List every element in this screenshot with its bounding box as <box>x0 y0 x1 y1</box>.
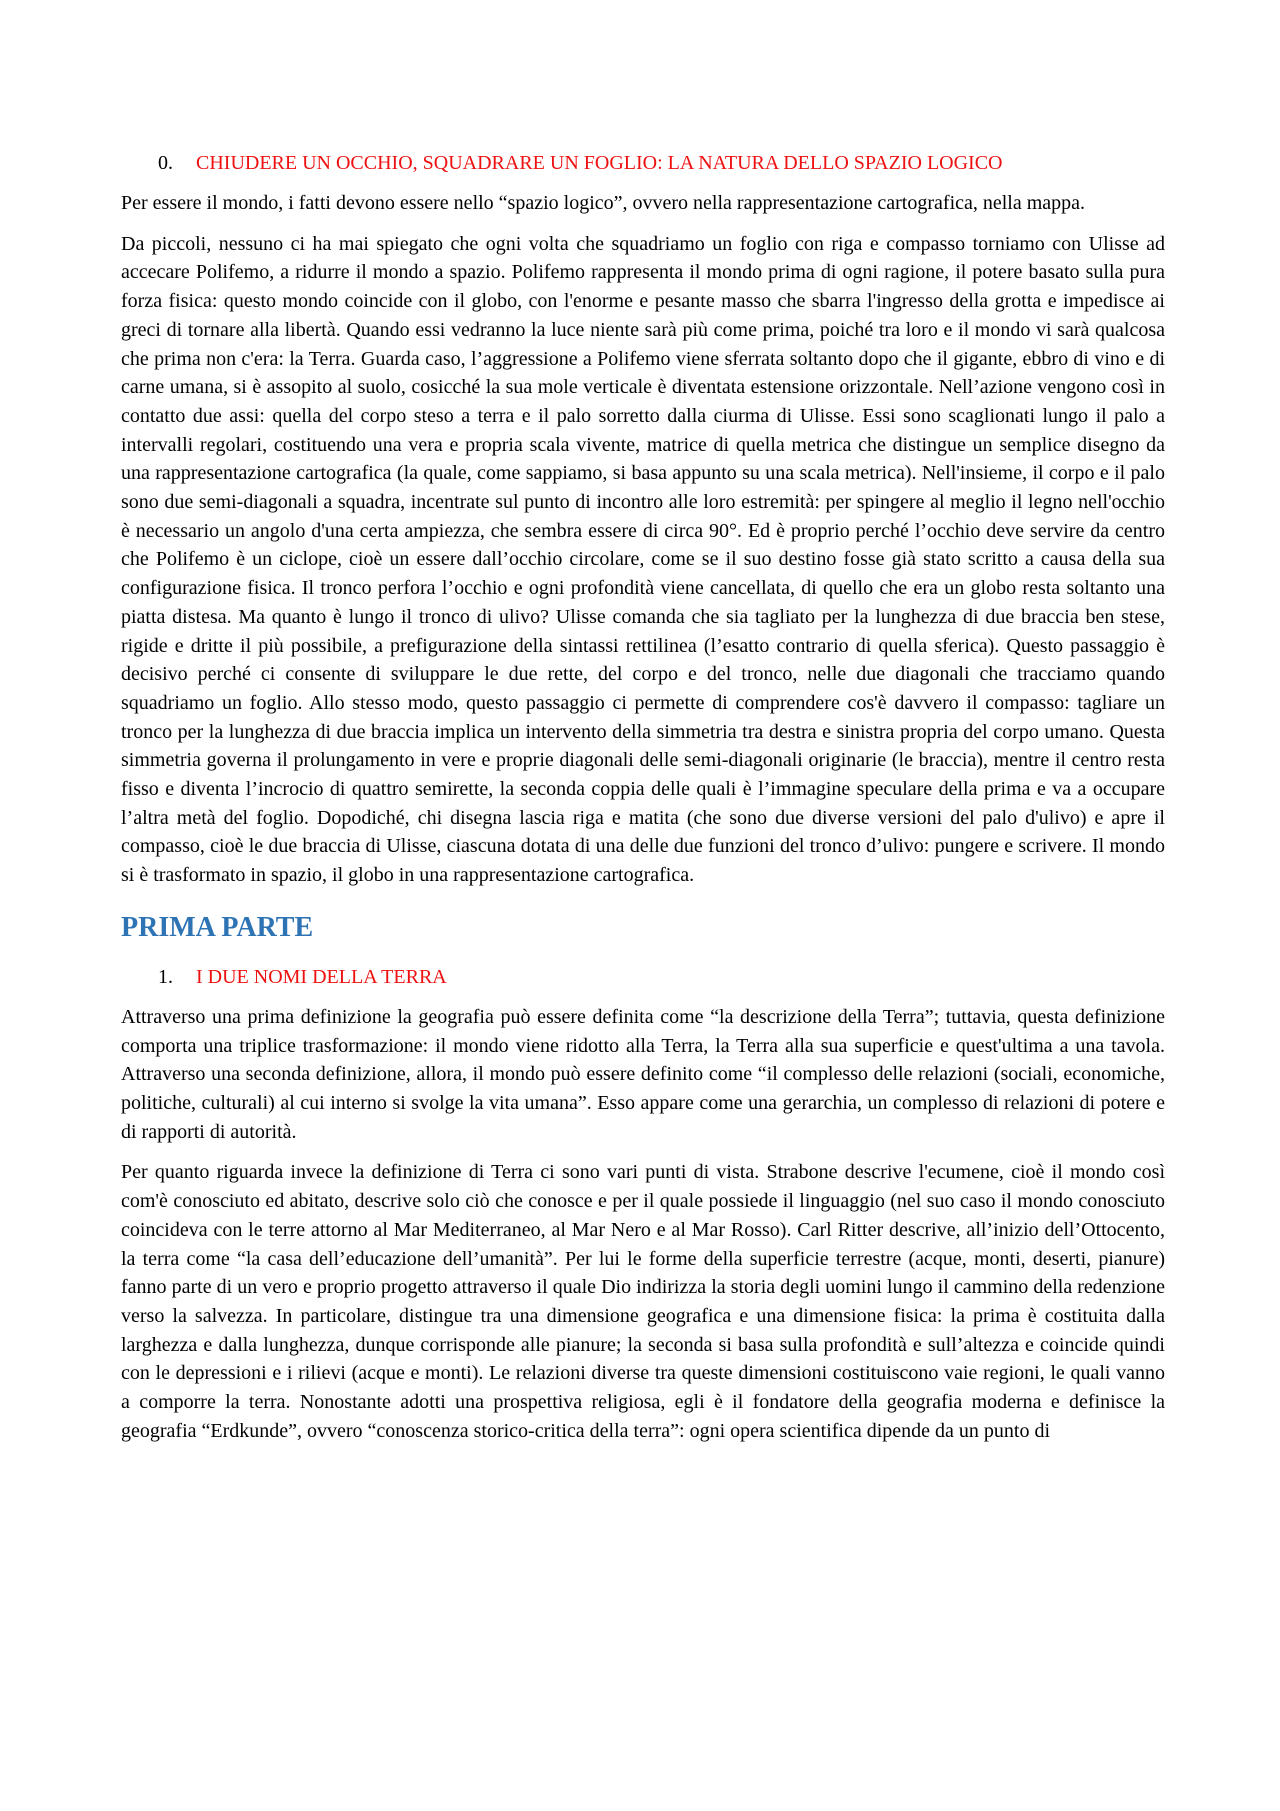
paragraph: Per essere il mondo, i fatti devono essere nello “spazio logico”, ovvero nella rappresentazione cartografica, nella mappa. <box>121 192 1086 214</box>
section-heading-chapter-1 <box>121 963 1165 991</box>
part-title: PRIMA PARTE <box>121 911 314 943</box>
section-number: 1. <box>158 965 173 988</box>
section-heading-intro <box>121 149 1165 177</box>
paragraph: Per quanto riguarda invece la definizione di Terra ci sono vari punti di vista. Strabone descrive l'ecumene, cioè il mondo così com'è conosciuto ed abitato, descrive solo ciò che conosce e per il quale possiede il linguaggio (nel suo caso il mondo conosciuto coincideva con le terre attorno al Mar Mediterraneo, al Mar Nero e al Mar Rosso). Carl Ritter descrive, all’inizio dell’Ottocento, la terra come “la casa dell’educazione dell’umanità”. Per lui le forme della superficie terrestre (acque, monti, deserti, pianure) fanno parte di un vero e proprio progetto attraverso il quale Dio indirizza la storia degli uomini lungo il cammino della redenzione verso la salvezza. In particolare, distingue tra una dimensione geografica e una dimensione fisica: la prima è costituita dalla larghezza e dalla lunghezza, dunque corrisponde alle pianure; la seconda si basa sulla profondità e sull’altezza e coincide quindi con le depressioni e i rilievi (acque e monti). Le relazioni diverse tra queste dimensioni costituiscono vaie regioni, le quali vanno a comporre la terra. Nonostante adotti una prospettiva religiosa, egli è il fondatore della geografia moderna e definisce la geografia “Erdkunde”, ovvero “conoscenza storico-critica della terra”: ogni opera scientifica dipende da un punto di <box>121 1161 1165 1442</box>
paragraph: Attraverso una prima definizione la geografia può essere definita come “la descrizione della Terra”; tuttavia, questa definizione comporta una triplice trasformazione: il mondo viene ridotto alla Terra, la Terra alla sua superficie e quest'ultima a una tavola. Attraverso una seconda definizione, allora, il mondo può essere definito come “il complesso delle relazioni (sociali, economiche, politiche, culturali) al cui interno si svolge la vita umana”. Esso appare come una gerarchia, un complesso di relazioni di potere e di rapporti di autorità. <box>121 1005 1165 1143</box>
section-number: 0. <box>158 152 173 174</box>
paragraph: Da piccoli, nessuno ci ha mai spiegato che ogni volta che squadriamo un foglio con riga e compasso torniamo con Ulisse ad accecare Polifemo, a ridurre il mondo a spazio. Polifemo rappresenta il mondo prima di ogni ragione, il potere basato sulla pura forza fisica: questo mondo coincide con il globo, con l'enorme e pesante masso che sbarra l'ingresso della grotta e impedisce ai greci di tornare alla libertà. Quando essi vedranno la luce niente sarà più come prima, poiché tra loro e il mondo vi sarà qualcosa che prima non c'era: la Terra. Guarda caso, l’aggressione a Polifemo viene sferrata soltanto dopo che il gigante, ebbro di vino e di carne umana, si è assopito al suolo, cosicché la sua mole verticale è diventata estensione orizzontale. Nell’azione vengono così in contatto due assi: quella del corpo steso a terra e il palo sorretto dalla ciurma di Ulisse. Essi sono scaglionati lungo il palo a intervalli regolari, costituendo una vera e propria scala vivente, matrice di quella metrica che distingue un semplice disegno da una rappresentazione cartografica (la quale, come sappiamo, si basa appunto su una scala metrica). Nell'insieme, il corpo e il palo sono due semi-diagonali a squadra, incentrate sul punto di incontro alle loro estremità: per spingere al meglio il legno nell'occhio è necessario un angolo d'una certa ampiezza, che sembra essere di circa 90°. Ed è proprio perché l’occhio deve servire da centro che Polifemo è un ciclope, cioè un essere dall’occhio circolare, come se il suo destino fosse già stato scritto a causa della sua configurazione fisica. Il tronco perfora l’occhio e ogni profondità viene cancellata, di quello che era un globo resta soltanto una piatta distesa. Ma quanto è lungo il tronco di ulivo? Ulisse comanda che sia tagliato per la lunghezza di due braccia ben stese, rigide e dritte il più possibile, a prefigurazione della sintassi rettilinea (l’esatto contrario di quella sferica). Questo passaggio è decisivo perché ci consente di sviluppare le due rette, del corpo e del tronco, nelle due diagonali che tracciamo quando squadriamo un foglio. Allo stesso modo, questo passaggio ci permette di comprendere cos'è davvero il compasso: tagliare un tronco per la lunghezza di due braccia implica un intervento della simmetria tra destra e sinistra propria del corpo umano. Questa simmetria governa il prolungamento in vere e proprie diagonali delle semi-diagonali originarie (le braccia), mentre il centro resta fisso e diventa l’incrocio di quattro semirette, la seconda coppia delle quali è l’immagine speculare della prima e va a occupare l’altra metà del foglio. Dopodiché, chi disegna lascia riga e matita (che sono due diverse versioni del palo d'ulivo) e apre il compasso, cioè le due braccia di Ulisse, ciascuna dotata di una delle due funzioni del tronco d’ulivo: pungere e scrivere. Il mondo si è trasformato in spazio, il globo in una rappresentazione cartografica. <box>121 232 1165 887</box>
section-title: I DUE NOMI DELLA TERRA <box>196 965 447 988</box>
section-title: CHIUDERE UN OCCHIO, SQUADRARE UN FOGLIO: LA NATURA DELLO SPAZIO LOGICO <box>196 152 1003 174</box>
